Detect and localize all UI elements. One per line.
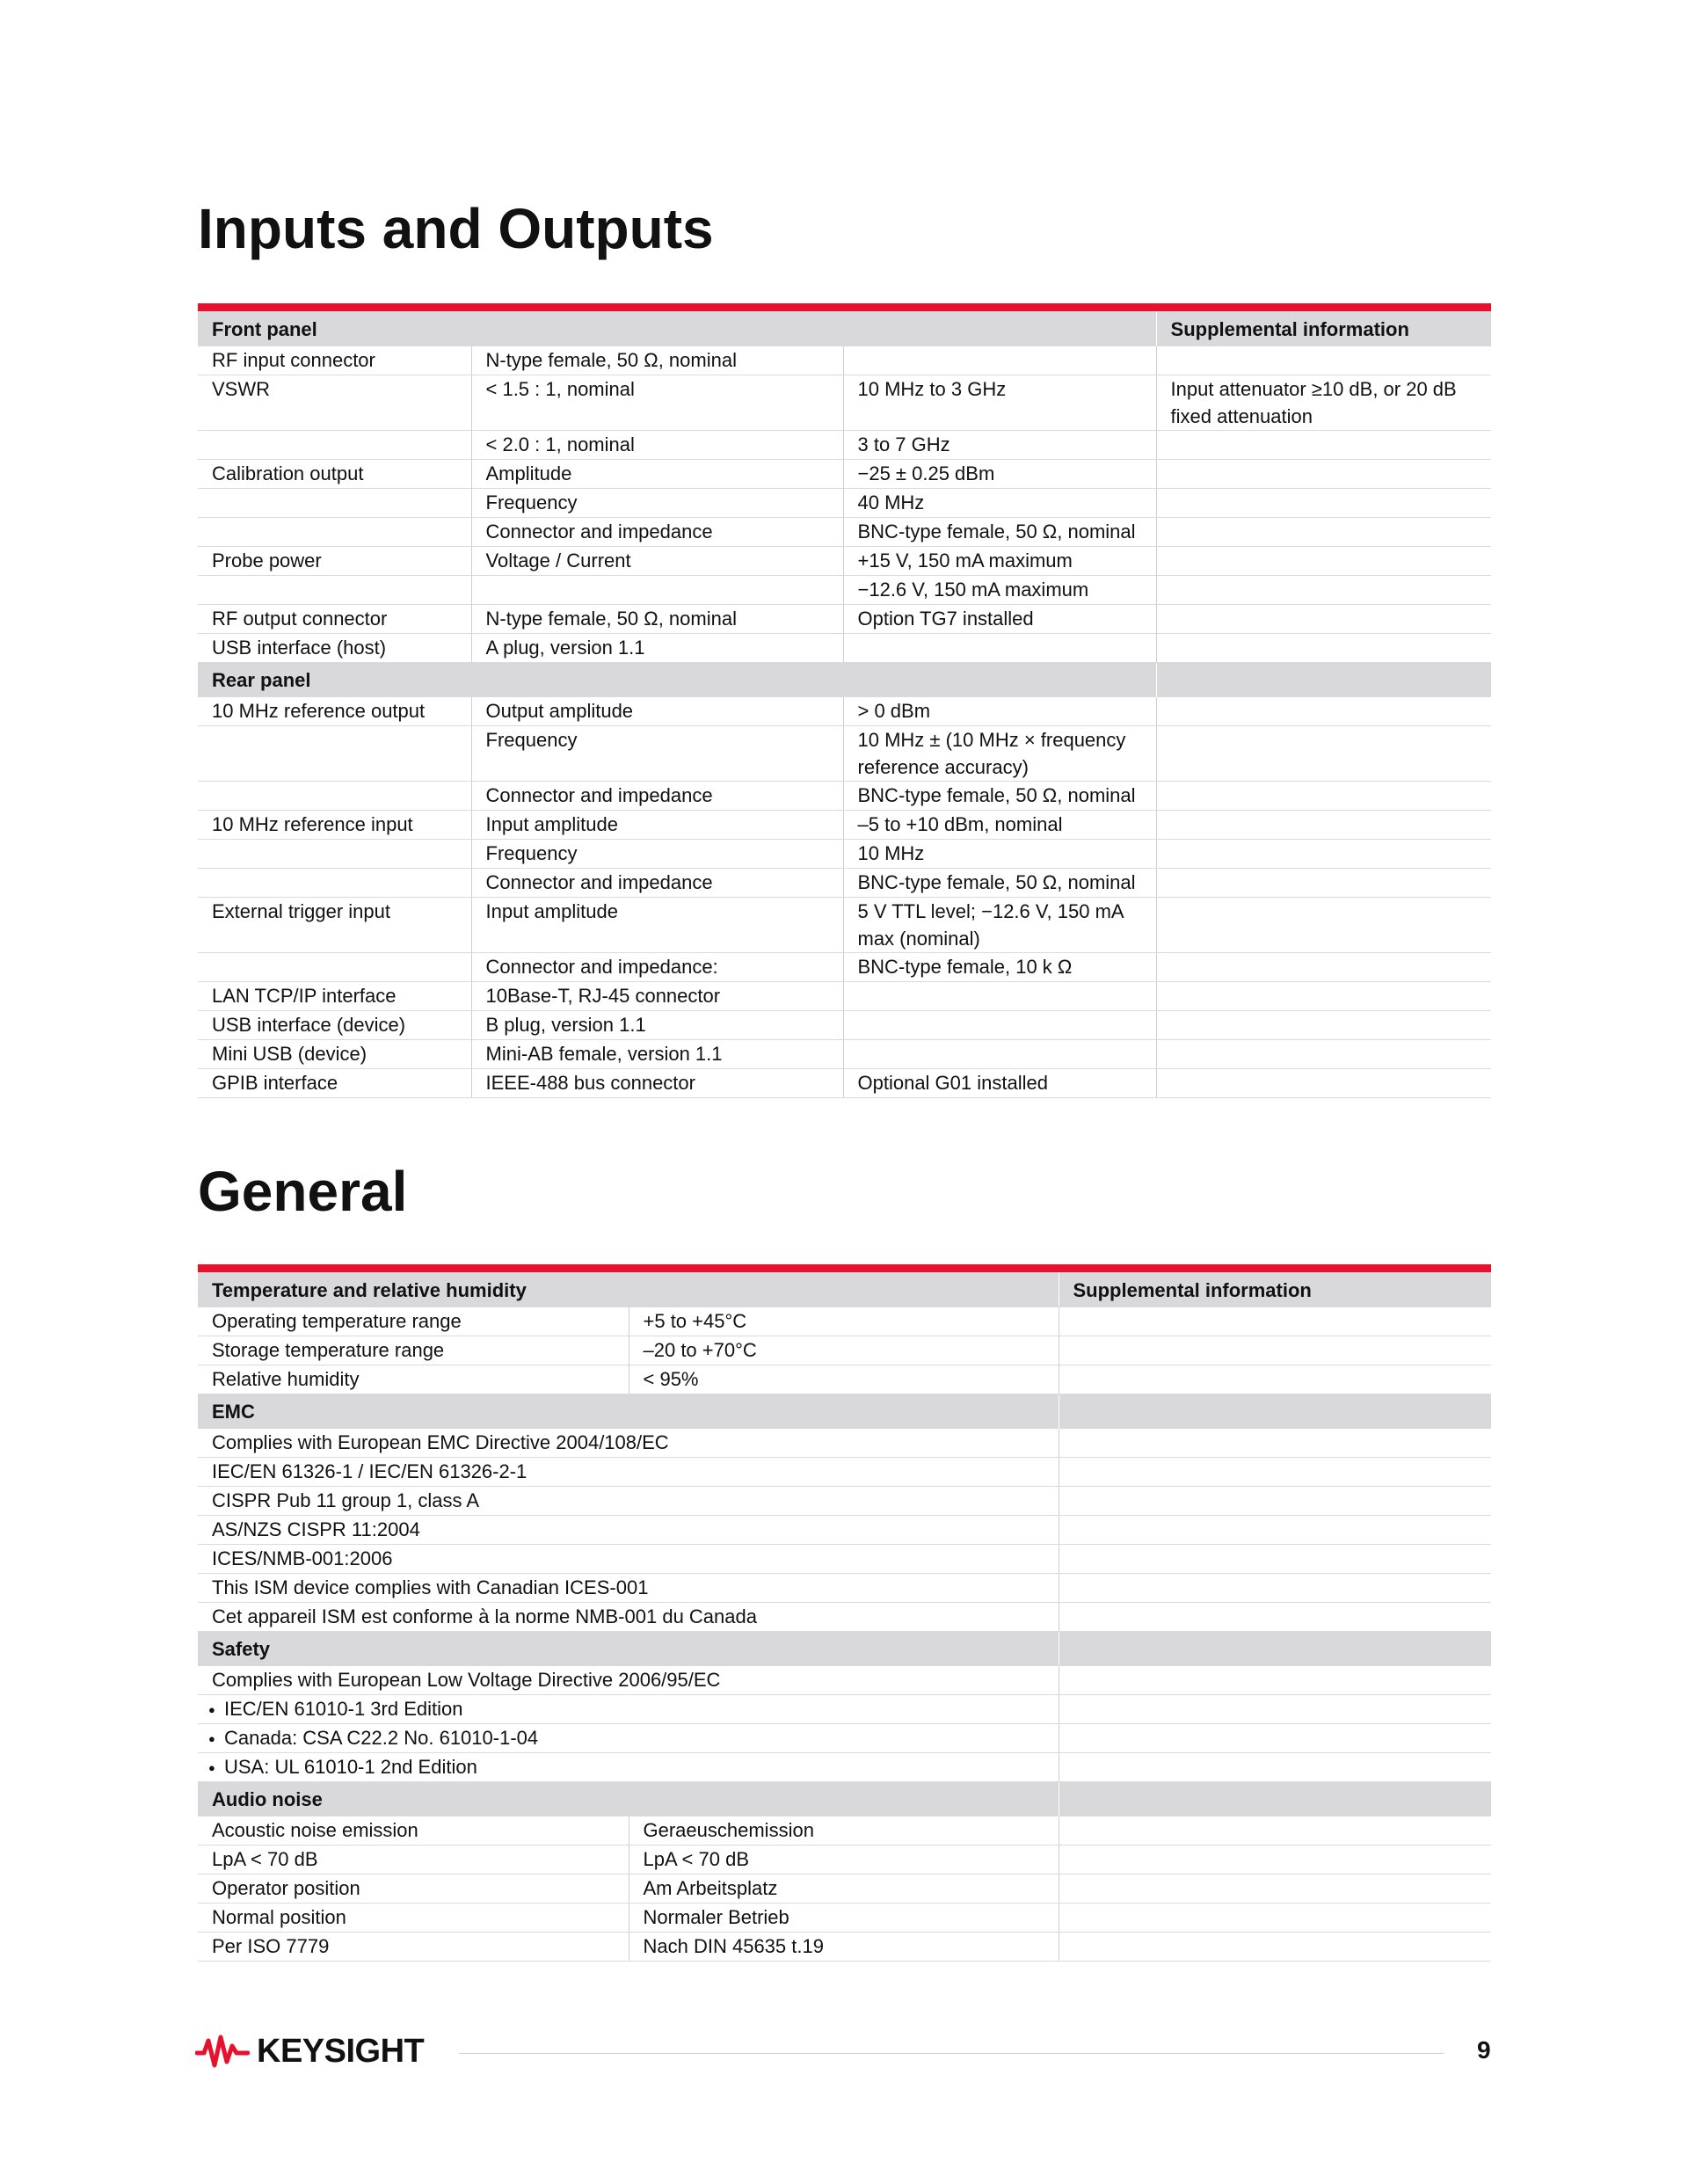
spec-cell: A plug, version 1.1	[471, 634, 843, 663]
condition-cell	[843, 634, 1156, 663]
supplemental-cell	[1156, 634, 1491, 663]
supplemental-header: Supplemental information	[1059, 1269, 1491, 1308]
spec-cell: Mini-AB female, version 1.1	[471, 1040, 843, 1069]
safety-header	[198, 1632, 1491, 1667]
parameter-cell: Operator position	[198, 1875, 629, 1904]
supplemental-cell	[1156, 489, 1491, 518]
supplemental-cell	[1156, 726, 1491, 782]
table-row	[198, 1904, 1491, 1933]
table-row	[198, 869, 1491, 898]
safety-bullet-item	[198, 1695, 1059, 1724]
supplemental-cell	[1059, 1724, 1491, 1753]
safety-bullet-text: USA: UL 61010-1 2nd Edition	[224, 1756, 477, 1778]
condition-cell: BNC-type female, 50 Ω, nominal	[843, 869, 1156, 898]
supplemental-cell	[1156, 518, 1491, 547]
table-row	[198, 840, 1491, 869]
table-row	[198, 547, 1491, 576]
table-row	[198, 1516, 1491, 1545]
value-cell: Normaler Betrieb	[629, 1904, 1059, 1933]
section-header-spacer	[1059, 1394, 1491, 1430]
supplemental-cell	[1156, 898, 1491, 953]
table-row	[198, 726, 1491, 782]
parameter-cell	[198, 576, 471, 605]
section-header-spacer	[1059, 1632, 1491, 1667]
spec-cell: Connector and impedance	[471, 869, 843, 898]
spec-cell: Voltage / Current	[471, 547, 843, 576]
emc-item: This ISM device complies with Canadian ICES-001	[198, 1574, 1059, 1603]
supplemental-cell	[1156, 460, 1491, 489]
supplemental-cell	[1156, 811, 1491, 840]
bullet-dot-icon: ●	[208, 1732, 215, 1745]
rear-panel-header	[198, 663, 1491, 698]
table-row	[198, 1724, 1491, 1753]
section-header-spacer	[1156, 663, 1491, 698]
emc-item: AS/NZS CISPR 11:2004	[198, 1516, 1059, 1545]
section-header: EMC	[198, 1394, 1059, 1430]
logo-text: KEYSIGHT	[257, 2032, 425, 2070]
parameter-cell	[198, 726, 471, 782]
condition-cell: –5 to +10 dBm, nominal	[843, 811, 1156, 840]
supplemental-cell	[1059, 1574, 1491, 1603]
parameter-cell: RF output connector	[198, 605, 471, 634]
table-row	[198, 1487, 1491, 1516]
table-row	[198, 898, 1491, 953]
parameter-cell	[198, 518, 471, 547]
footer-divider	[459, 2053, 1444, 2054]
supplemental-cell	[1059, 1933, 1491, 1962]
section-header: Safety	[198, 1632, 1059, 1667]
condition-cell: +15 V, 150 mA maximum	[843, 547, 1156, 576]
parameter-cell: USB interface (device)	[198, 1011, 471, 1040]
supplemental-cell	[1059, 1336, 1491, 1365]
parameter-cell	[198, 489, 471, 518]
table-row	[198, 375, 1491, 431]
parameter-cell	[198, 782, 471, 811]
value-cell: LpA < 70 dB	[629, 1845, 1059, 1875]
value-cell: Am Arbeitsplatz	[629, 1875, 1059, 1904]
keysight-logo	[195, 2032, 424, 2071]
section-header: Audio noise	[198, 1782, 1059, 1817]
supplemental-cell	[1059, 1307, 1491, 1336]
spec-cell: Frequency	[471, 726, 843, 782]
value-cell: < 95%	[629, 1365, 1059, 1394]
spec-cell: < 1.5 : 1, nominal	[471, 375, 843, 431]
table-row	[198, 1666, 1491, 1695]
table-row	[198, 1875, 1491, 1904]
page-title-general: General	[198, 1160, 408, 1223]
supplemental-cell	[1156, 953, 1491, 982]
front-panel-header	[198, 308, 1491, 347]
condition-cell: 10 MHz to 3 GHz	[843, 375, 1156, 431]
supplemental-cell	[1156, 869, 1491, 898]
table-row	[198, 1336, 1491, 1365]
parameter-cell: RF input connector	[198, 346, 471, 375]
supplemental-cell	[1156, 576, 1491, 605]
table-row	[198, 1040, 1491, 1069]
table-row	[198, 953, 1491, 982]
table-row	[198, 1695, 1491, 1724]
audio-noise-header	[198, 1782, 1491, 1817]
spec-cell: Output amplitude	[471, 697, 843, 726]
spec-cell: Input amplitude	[471, 811, 843, 840]
supplemental-cell	[1156, 346, 1491, 375]
bullet-dot-icon: ●	[208, 1703, 215, 1716]
parameter-cell	[198, 953, 471, 982]
parameter-cell: Acoustic noise emission	[198, 1816, 629, 1845]
supplemental-cell	[1156, 697, 1491, 726]
supplemental-cell	[1059, 1365, 1491, 1394]
condition-cell	[843, 1011, 1156, 1040]
table-row	[198, 1603, 1491, 1632]
supplemental-cell	[1156, 1069, 1491, 1098]
parameter-cell: Normal position	[198, 1904, 629, 1933]
safety-bullet-text: Canada: CSA C22.2 No. 61010-1-04	[224, 1727, 539, 1749]
parameter-cell: GPIB interface	[198, 1069, 471, 1098]
safety-bullet-item	[198, 1724, 1059, 1753]
table-row	[198, 1845, 1491, 1875]
parameter-cell: Relative humidity	[198, 1365, 629, 1394]
table-row	[198, 697, 1491, 726]
supplemental-cell	[1156, 605, 1491, 634]
table-row	[198, 346, 1491, 375]
table-row	[198, 1753, 1491, 1782]
condition-cell	[843, 346, 1156, 375]
spec-cell: IEEE-488 bus connector	[471, 1069, 843, 1098]
parameter-cell	[198, 869, 471, 898]
table-row	[198, 1365, 1491, 1394]
temperature-header	[198, 1269, 1491, 1308]
page-number: 9	[1477, 2036, 1491, 2064]
table-row	[198, 431, 1491, 460]
section-header: Temperature and relative humidity	[198, 1269, 1059, 1308]
supplemental-cell	[1059, 1845, 1491, 1875]
supplemental-cell	[1059, 1753, 1491, 1782]
table-row	[198, 518, 1491, 547]
bullet-dot-icon: ●	[208, 1761, 215, 1774]
supplemental-cell	[1059, 1516, 1491, 1545]
condition-cell: −12.6 V, 150 mA maximum	[843, 576, 1156, 605]
supplemental-cell	[1059, 1429, 1491, 1458]
condition-cell: 3 to 7 GHz	[843, 431, 1156, 460]
supplemental-header: Supplemental information	[1156, 308, 1491, 347]
emc-item: IEC/EN 61326-1 / IEC/EN 61326-2-1	[198, 1458, 1059, 1487]
spec-cell: Connector and impedance:	[471, 953, 843, 982]
parameter-cell	[198, 840, 471, 869]
spec-cell: Frequency	[471, 840, 843, 869]
table-row	[198, 460, 1491, 489]
spec-cell: Frequency	[471, 489, 843, 518]
general-table	[198, 1264, 1491, 1962]
table-row	[198, 489, 1491, 518]
supplemental-cell	[1156, 1040, 1491, 1069]
table-row	[198, 982, 1491, 1011]
parameter-cell: Calibration output	[198, 460, 471, 489]
inputs-outputs-table	[198, 303, 1491, 1098]
condition-cell: BNC-type female, 10 k Ω	[843, 953, 1156, 982]
spec-cell: Connector and impedance	[471, 782, 843, 811]
section-header: Front panel	[198, 308, 1156, 347]
spec-cell: < 2.0 : 1, nominal	[471, 431, 843, 460]
safety-bullet-item	[198, 1753, 1059, 1782]
spec-cell: Amplitude	[471, 460, 843, 489]
keysight-wave-icon	[195, 2032, 250, 2071]
supplemental-cell	[1156, 1011, 1491, 1040]
table-row	[198, 1574, 1491, 1603]
section-header: Rear panel	[198, 663, 1156, 698]
table-row	[198, 782, 1491, 811]
parameter-cell: Per ISO 7779	[198, 1933, 629, 1962]
supplemental-cell	[1059, 1904, 1491, 1933]
supplemental-cell	[1059, 1875, 1491, 1904]
table-row	[198, 811, 1491, 840]
page-title-inputs-outputs: Inputs and Outputs	[198, 197, 714, 260]
condition-cell: BNC-type female, 50 Ω, nominal	[843, 518, 1156, 547]
table-row	[198, 1933, 1491, 1962]
condition-cell: −25 ± 0.25 dBm	[843, 460, 1156, 489]
supplemental-cell	[1059, 1695, 1491, 1724]
table-row	[198, 1458, 1491, 1487]
parameter-cell: LpA < 70 dB	[198, 1845, 629, 1875]
supplemental-cell	[1156, 431, 1491, 460]
supplemental-cell	[1059, 1816, 1491, 1845]
supplemental-cell	[1059, 1666, 1491, 1695]
safety-bullet-text: IEC/EN 61010-1 3rd Edition	[224, 1698, 463, 1720]
supplemental-cell	[1059, 1487, 1491, 1516]
table-row	[198, 1307, 1491, 1336]
safety-intro: Complies with European Low Voltage Directive 2006/95/EC	[198, 1666, 1059, 1695]
parameter-cell: 10 MHz reference input	[198, 811, 471, 840]
supplemental-cell: Input attenuator ≥10 dB, or 20 dB fixed attenuation	[1156, 375, 1491, 431]
table-row	[198, 605, 1491, 634]
condition-cell: Option TG7 installed	[843, 605, 1156, 634]
table-row	[198, 1545, 1491, 1574]
parameter-cell: VSWR	[198, 375, 471, 431]
parameter-cell: Operating temperature range	[198, 1307, 629, 1336]
emc-item: Cet appareil ISM est conforme à la norme NMB-001 du Canada	[198, 1603, 1059, 1632]
supplemental-cell	[1156, 982, 1491, 1011]
table-row	[198, 634, 1491, 663]
value-cell: +5 to +45°C	[629, 1307, 1059, 1336]
section-header-spacer	[1059, 1782, 1491, 1817]
parameter-cell: Probe power	[198, 547, 471, 576]
value-cell: Nach DIN 45635 t.19	[629, 1933, 1059, 1962]
spec-cell	[471, 576, 843, 605]
supplemental-cell	[1156, 782, 1491, 811]
condition-cell: Optional G01 installed	[843, 1069, 1156, 1098]
table-row	[198, 1011, 1491, 1040]
spec-cell: Input amplitude	[471, 898, 843, 953]
parameter-cell: External trigger input	[198, 898, 471, 953]
spec-cell: N-type female, 50 Ω, nominal	[471, 346, 843, 375]
condition-cell: 5 V TTL level; −12.6 V, 150 mA max (nominal)	[843, 898, 1156, 953]
emc-item: CISPR Pub 11 group 1, class A	[198, 1487, 1059, 1516]
condition-cell: BNC-type female, 50 Ω, nominal	[843, 782, 1156, 811]
supplemental-cell	[1156, 840, 1491, 869]
supplemental-cell	[1059, 1603, 1491, 1632]
condition-cell: 10 MHz ± (10 MHz × frequency reference accuracy)	[843, 726, 1156, 782]
table-row	[198, 1429, 1491, 1458]
parameter-cell: Mini USB (device)	[198, 1040, 471, 1069]
spec-cell: N-type female, 50 Ω, nominal	[471, 605, 843, 634]
emc-header	[198, 1394, 1491, 1430]
table-row	[198, 1069, 1491, 1098]
value-cell: –20 to +70°C	[629, 1336, 1059, 1365]
table-row	[198, 1816, 1491, 1845]
value-cell: Geraeuschemission	[629, 1816, 1059, 1845]
emc-item: ICES/NMB-001:2006	[198, 1545, 1059, 1574]
spec-cell: 10Base-T, RJ-45 connector	[471, 982, 843, 1011]
spec-cell: Connector and impedance	[471, 518, 843, 547]
condition-cell	[843, 1040, 1156, 1069]
condition-cell: > 0 dBm	[843, 697, 1156, 726]
spec-cell: B plug, version 1.1	[471, 1011, 843, 1040]
emc-item: Complies with European EMC Directive 2004/108/EC	[198, 1429, 1059, 1458]
parameter-cell: Storage temperature range	[198, 1336, 629, 1365]
supplemental-cell	[1059, 1458, 1491, 1487]
parameter-cell: LAN TCP/IP interface	[198, 982, 471, 1011]
parameter-cell: USB interface (host)	[198, 634, 471, 663]
condition-cell: 40 MHz	[843, 489, 1156, 518]
supplemental-cell	[1156, 547, 1491, 576]
condition-cell: 10 MHz	[843, 840, 1156, 869]
supplemental-cell	[1059, 1545, 1491, 1574]
table-row	[198, 576, 1491, 605]
condition-cell	[843, 982, 1156, 1011]
parameter-cell: 10 MHz reference output	[198, 697, 471, 726]
parameter-cell	[198, 431, 471, 460]
